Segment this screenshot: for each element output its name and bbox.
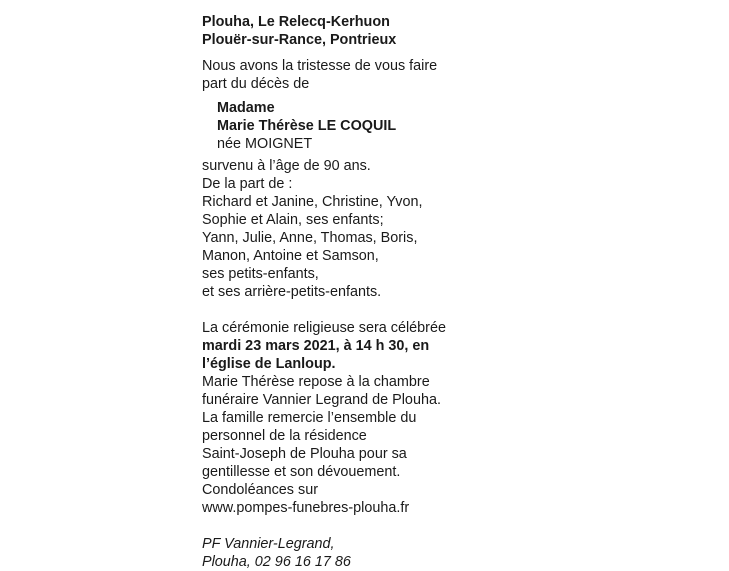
deceased-title: Madame bbox=[217, 100, 275, 116]
family-line: Richard et Janine, Christine, Yvon, bbox=[202, 194, 423, 210]
details-line: funéraire Vannier Legrand de Plouha. bbox=[202, 392, 441, 408]
family-text bbox=[202, 157, 502, 301]
ceremony-date: mardi 23 mars 2021, à 14 h 30, en bbox=[202, 338, 430, 354]
details-line: Saint-Joseph de Plouha pour sa bbox=[202, 446, 407, 462]
deceased-name-block bbox=[202, 99, 502, 153]
family-line: Manon, Antoine et Samson, bbox=[202, 248, 379, 264]
details-line: gentillesse et son dévouement. bbox=[202, 464, 401, 480]
ceremony-intro: La cérémonie religieuse sera célébrée bbox=[202, 320, 446, 336]
details-line: Condoléances sur bbox=[202, 482, 318, 498]
location-line: Plouër-sur-Rance, Pontrieux bbox=[202, 32, 397, 48]
website-text: www.pompes-funebres-plouha.fr bbox=[202, 500, 410, 516]
details-line: Marie Thérèse repose à la chambre bbox=[202, 374, 430, 390]
deceased-full-name: Marie Thérèse LE COQUIL bbox=[217, 118, 397, 134]
details-line: La famille remercie l’ensemble du bbox=[202, 410, 417, 426]
details-line: personnel de la résidence bbox=[202, 428, 367, 444]
intro-line: Nous avons la tristesse de vous faire bbox=[202, 58, 438, 74]
obituary-notice bbox=[202, 13, 502, 571]
family-line: De la part de : bbox=[202, 176, 293, 192]
deceased-maiden-name: née MOIGNET bbox=[217, 136, 313, 152]
family-line: survenu à l’âge de 90 ans. bbox=[202, 158, 371, 174]
location-line: Plouha, Le Relecq-Kerhuon bbox=[202, 14, 390, 30]
family-line: ses petits-enfants, bbox=[202, 266, 319, 282]
signature-phone: Plouha, 02 96 16 17 86 bbox=[202, 554, 351, 570]
intro-text bbox=[202, 57, 502, 93]
ceremony-text bbox=[202, 319, 502, 373]
funeral-home-signature bbox=[202, 535, 502, 571]
details-text bbox=[202, 373, 502, 517]
signature-line: PF Vannier-Legrand, bbox=[202, 536, 335, 552]
family-line: Yann, Julie, Anne, Thomas, Boris, bbox=[202, 230, 418, 246]
ceremony-place: l’église de Lanloup. bbox=[202, 356, 336, 372]
locations-heading bbox=[202, 13, 502, 49]
family-line: Sophie et Alain, ses enfants; bbox=[202, 212, 384, 228]
intro-line: part du décès de bbox=[202, 76, 310, 92]
paragraph-spacer bbox=[202, 301, 502, 319]
family-line: et ses arrière-petits-enfants. bbox=[202, 284, 382, 300]
